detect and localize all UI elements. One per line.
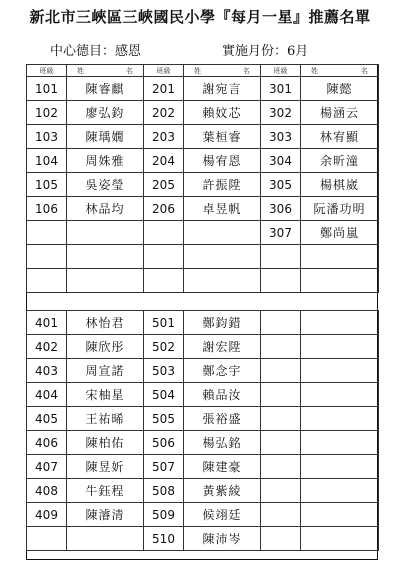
student-name-cell: 賴品汝 xyxy=(184,383,261,407)
student-name-cell: 謝宏陞 xyxy=(184,335,261,359)
class-number-cell: 306 xyxy=(261,197,301,221)
student-name-cell: 陳瑀嫺 xyxy=(67,125,144,149)
student-name-cell: 林品均 xyxy=(67,197,144,221)
class-number-cell: 406 xyxy=(27,431,67,455)
table-row xyxy=(27,77,379,101)
table-row xyxy=(27,149,379,173)
student-name-cell: 阮潘功明 xyxy=(301,197,379,221)
class-number-cell: 407 xyxy=(27,455,67,479)
table-row xyxy=(27,383,379,407)
class-number-cell xyxy=(261,431,301,455)
class-number-cell xyxy=(261,311,301,335)
student-name-cell: 鄭鈞錯 xyxy=(184,311,261,335)
class-number-cell xyxy=(27,269,67,293)
class-number-cell xyxy=(144,245,184,269)
class-number-cell xyxy=(261,359,301,383)
table-row xyxy=(27,431,379,455)
class-number-cell: 102 xyxy=(27,101,67,125)
student-name-cell xyxy=(301,503,379,527)
student-name-cell: 楊弘銘 xyxy=(184,431,261,455)
student-name-cell: 張裕盛 xyxy=(184,407,261,431)
student-name-cell: 陳欣彤 xyxy=(67,335,144,359)
name-header-part: 名 xyxy=(243,66,250,75)
class-number-cell: 303 xyxy=(261,125,301,149)
student-name-cell: 楊棋崴 xyxy=(301,173,379,197)
class-number-cell xyxy=(144,269,184,293)
class-number-cell: 505 xyxy=(144,407,184,431)
student-name-cell xyxy=(301,455,379,479)
student-name-cell: 陳懿 xyxy=(301,77,379,101)
student-name-cell xyxy=(301,311,379,335)
student-name-cell: 周宣諾 xyxy=(67,359,144,383)
table-row xyxy=(27,245,379,269)
student-name-cell: 楊宥恩 xyxy=(184,149,261,173)
student-name-cell xyxy=(301,335,379,359)
student-name-cell xyxy=(301,245,379,269)
name-header-part: 姓 xyxy=(311,66,318,75)
roster-table-bottom xyxy=(26,310,379,551)
table-row xyxy=(27,101,379,125)
student-name-cell: 鄭尚嵐 xyxy=(301,221,379,245)
student-name-cell: 許振陞 xyxy=(184,173,261,197)
table-row xyxy=(27,407,379,431)
student-name-cell: 王祐晞 xyxy=(67,407,144,431)
month-label: 實施月份：6月 xyxy=(222,44,309,59)
table-row xyxy=(27,173,379,197)
class-number-cell: 201 xyxy=(144,77,184,101)
name-header-part: 名 xyxy=(126,66,133,75)
class-number-cell xyxy=(27,245,67,269)
class-number-cell: 503 xyxy=(144,359,184,383)
table-row xyxy=(27,503,379,527)
class-number-cell: 103 xyxy=(27,125,67,149)
class-number-cell: 104 xyxy=(27,149,67,173)
name-column-header xyxy=(67,65,144,77)
student-name-cell: 廖弘鈞 xyxy=(67,101,144,125)
student-name-cell: 陳濬清 xyxy=(67,503,144,527)
class-number-cell: 403 xyxy=(27,359,67,383)
table-row xyxy=(27,359,379,383)
class-column-header: 班級 xyxy=(144,65,184,77)
name-column-header xyxy=(184,65,261,77)
class-number-cell: 305 xyxy=(261,173,301,197)
class-number-cell xyxy=(27,221,67,245)
class-number-cell: 501 xyxy=(144,311,184,335)
student-name-cell xyxy=(184,269,261,293)
class-number-cell: 202 xyxy=(144,101,184,125)
student-name-cell: 吳姿瑩 xyxy=(67,173,144,197)
student-name-cell xyxy=(67,245,144,269)
class-number-cell: 206 xyxy=(144,197,184,221)
class-number-cell: 301 xyxy=(261,77,301,101)
student-name-cell xyxy=(184,221,261,245)
student-name-cell: 余昕潼 xyxy=(301,149,379,173)
page-title: 新北市三峽區三峽國民小學『每月一星』推薦名單 xyxy=(29,8,371,26)
class-number-cell: 307 xyxy=(261,221,301,245)
student-name-cell: 陳柏佑 xyxy=(67,431,144,455)
class-number-cell: 509 xyxy=(144,503,184,527)
class-number-cell xyxy=(27,527,67,551)
student-name-cell: 黃紫綾 xyxy=(184,479,261,503)
class-number-cell: 106 xyxy=(27,197,67,221)
name-header-part: 名 xyxy=(361,66,368,75)
student-name-cell: 候翊廷 xyxy=(184,503,261,527)
class-number-cell xyxy=(261,527,301,551)
student-name-cell xyxy=(301,431,379,455)
name-header-part: 姓 xyxy=(77,66,84,75)
class-column-header: 班級 xyxy=(27,65,67,77)
student-name-cell: 卓昱帆 xyxy=(184,197,261,221)
class-number-cell xyxy=(261,335,301,359)
roster-table-top xyxy=(26,64,379,293)
class-number-cell xyxy=(261,245,301,269)
student-name-cell: 林怡君 xyxy=(67,311,144,335)
class-number-cell: 405 xyxy=(27,407,67,431)
student-name-cell xyxy=(184,245,261,269)
table-row xyxy=(27,335,379,359)
class-number-cell: 401 xyxy=(27,311,67,335)
student-name-cell xyxy=(301,359,379,383)
class-number-cell xyxy=(261,479,301,503)
class-number-cell: 404 xyxy=(27,383,67,407)
class-number-cell: 507 xyxy=(144,455,184,479)
virtue-label: 中心德目：感恩 xyxy=(50,44,142,59)
student-name-cell: 謝宛言 xyxy=(184,77,261,101)
class-number-cell: 302 xyxy=(261,101,301,125)
table-row xyxy=(27,221,379,245)
student-name-cell: 陳睿麒 xyxy=(67,77,144,101)
name-header-part: 姓 xyxy=(194,66,201,75)
class-number-cell: 205 xyxy=(144,173,184,197)
class-column-header: 班級 xyxy=(261,65,301,77)
table-row xyxy=(27,197,379,221)
header-row xyxy=(27,65,379,77)
class-number-cell: 105 xyxy=(27,173,67,197)
class-number-cell: 408 xyxy=(27,479,67,503)
student-name-cell: 陳建豪 xyxy=(184,455,261,479)
student-name-cell xyxy=(67,221,144,245)
class-number-cell: 203 xyxy=(144,125,184,149)
class-number-cell: 402 xyxy=(27,335,67,359)
table-row xyxy=(27,125,379,149)
table-row xyxy=(27,311,379,335)
student-name-cell: 陳沛岑 xyxy=(184,527,261,551)
student-name-cell: 宋柚星 xyxy=(67,383,144,407)
student-name-cell xyxy=(301,527,379,551)
table-row xyxy=(27,269,379,293)
class-number-cell: 409 xyxy=(27,503,67,527)
class-number-cell xyxy=(261,383,301,407)
student-name-cell xyxy=(67,527,144,551)
student-name-cell: 牛鈺程 xyxy=(67,479,144,503)
class-number-cell: 204 xyxy=(144,149,184,173)
table-row xyxy=(27,527,379,551)
student-name-cell: 周姝雅 xyxy=(67,149,144,173)
student-name-cell: 鄭念宇 xyxy=(184,359,261,383)
student-name-cell: 葉桓睿 xyxy=(184,125,261,149)
table-row xyxy=(27,479,379,503)
student-name-cell: 楊涵云 xyxy=(301,101,379,125)
student-name-cell xyxy=(301,383,379,407)
class-number-cell xyxy=(261,269,301,293)
student-name-cell: 陳昱妡 xyxy=(67,455,144,479)
class-number-cell: 508 xyxy=(144,479,184,503)
class-number-cell xyxy=(261,407,301,431)
class-number-cell: 304 xyxy=(261,149,301,173)
student-name-cell xyxy=(301,407,379,431)
student-name-cell xyxy=(301,269,379,293)
class-number-cell: 504 xyxy=(144,383,184,407)
class-number-cell: 506 xyxy=(144,431,184,455)
class-number-cell: 510 xyxy=(144,527,184,551)
name-column-header xyxy=(301,65,379,77)
class-number-cell: 502 xyxy=(144,335,184,359)
class-number-cell xyxy=(144,221,184,245)
class-number-cell: 101 xyxy=(27,77,67,101)
class-number-cell xyxy=(261,455,301,479)
student-name-cell xyxy=(67,269,144,293)
student-name-cell: 賴妏芯 xyxy=(184,101,261,125)
table-row xyxy=(27,455,379,479)
student-name-cell: 林宥顯 xyxy=(301,125,379,149)
class-number-cell xyxy=(261,503,301,527)
student-name-cell xyxy=(301,479,379,503)
